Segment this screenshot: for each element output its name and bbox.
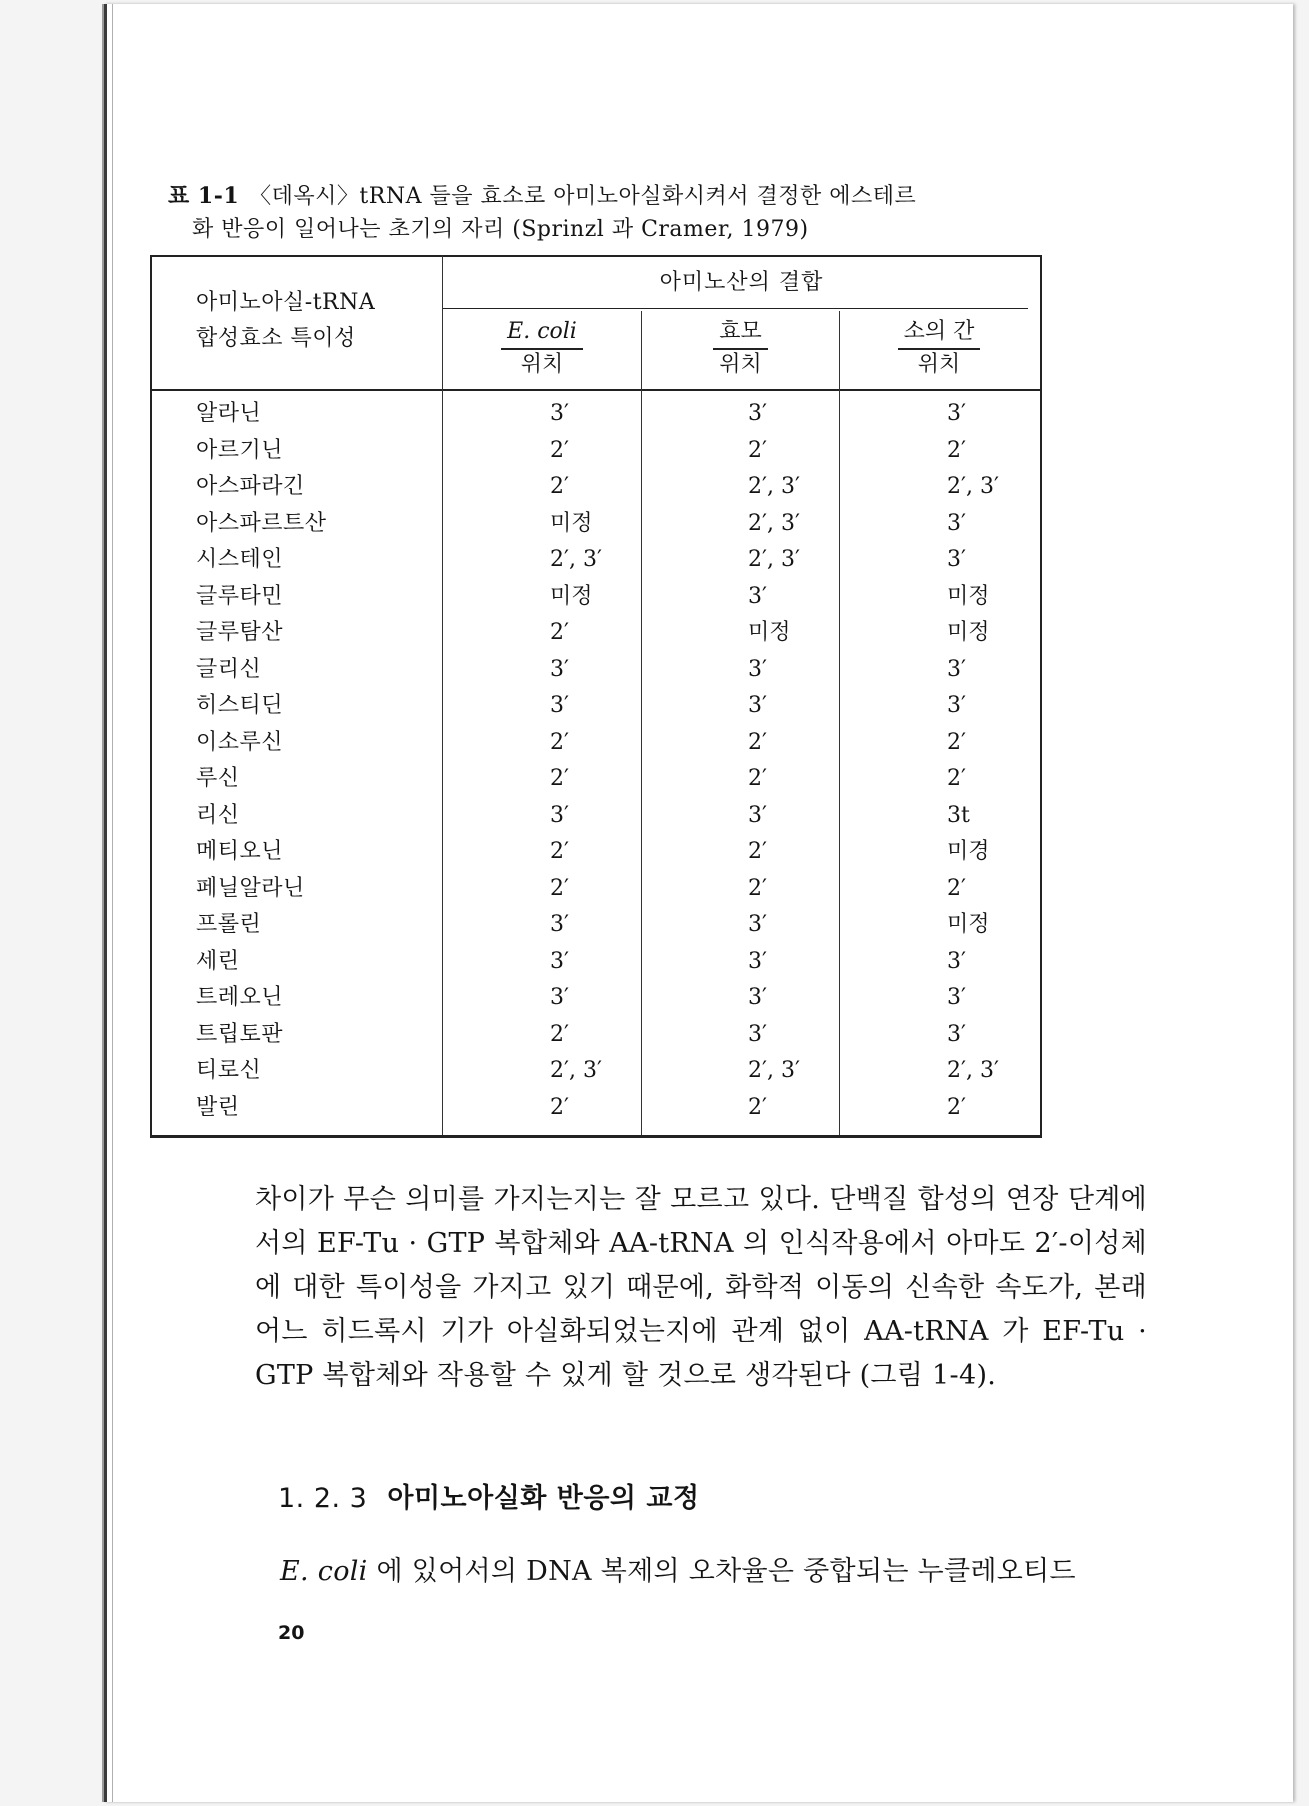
table-row [150,725,1040,762]
cell-yeast: 2′, 3′ [748,1058,800,1083]
table-row [150,798,1040,835]
cell-ecoli: 2′, 3′ [550,547,602,572]
table-body [150,396,1040,1126]
row-name: 발린 [196,1094,240,1120]
row-header-line2: 합성효소 특이성 [196,326,356,351]
cell-bovine-liver: 3′ [947,656,966,682]
table-row [150,1017,1040,1054]
table-row [150,980,1040,1017]
row-name: 메티오닌 [196,839,284,864]
cell-ecoli: 3′ [550,656,569,682]
cell-ecoli: 2′ [550,1094,569,1120]
table-row [150,944,1040,981]
cell-bovine-liver: 미정 [947,620,990,645]
row-name: 글루탐산 [196,620,284,645]
row-name: 아르기닌 [196,437,284,463]
cell-yeast: 2′ [748,766,767,791]
column-position: 위치 [719,352,762,377]
row-name: 프롤린 [196,912,262,937]
row-header-line1: 아미노아실-tRNA [196,290,376,315]
cell-yeast: 3′ [748,985,767,1010]
table-row [150,688,1040,725]
row-name: 글리신 [196,656,262,682]
cell-ecoli: 3′ [550,912,569,937]
body-paragraph-text: 차이가 무슨 의미를 가지는지는 잘 모르고 있다. 단백질 합성의 연장 단계에서의 EF-Tu · GTP 복합체와 AA-tRNA 의 인식작용에서 아마도 2′-이성체에 대한 특이성을 가지고 있기 때문에, 화학적 이동의 신속한 속도가, 본래 어느 히드록시 기가 아실화되었는지에 관계 없이 AA-tRNA 가 EF-Tu · GTP 복합체와 작용할 수 있게 할 것으로 생각된다 (그림 1-4). [255,1184,1147,1391]
row-name: 티로신 [196,1058,262,1083]
group-header: 아미노산의 결합 [659,270,824,295]
cell-ecoli: 2′ [550,766,569,791]
table-row [150,834,1040,871]
cell-ecoli: 2′ [550,839,569,864]
column-species: 소의 간 [898,318,981,350]
body-paragraph [255,1178,1147,1398]
column-position: 위치 [520,352,564,377]
cell-yeast: 2′ [748,729,767,755]
cell-ecoli: 2′ [550,729,569,755]
row-name: 세린 [196,948,240,974]
table-right-rule [1040,255,1042,1138]
row-name: 알라닌 [196,401,262,426]
table-row [150,1053,1040,1090]
column-species: E. coli [501,318,583,350]
table-row [150,761,1040,798]
section-number: 1. 2. 3 [278,1483,368,1514]
cell-yeast: 3′ [748,948,767,974]
row-name: 아스파르트산 [196,510,327,536]
row-name: 루신 [196,766,240,791]
cell-bovine-liver: 2′ [947,729,966,755]
column-header-bovine-liver [840,318,1038,379]
table-caption-line1: 〈데옥시〉tRNA 들을 효소로 아미노아실화시켜서 결정한 에스테르 [249,184,917,209]
cell-bovine-liver: 미정 [947,583,990,609]
cell-ecoli: 미정 [550,583,593,609]
cell-bovine-liver: 2′ [947,875,966,901]
table-top-rule [150,255,1040,257]
row-name: 히스티딘 [196,693,284,718]
table-row [150,396,1040,433]
row-header [196,285,375,357]
cell-yeast: 2′ [748,1094,767,1120]
cell-bovine-liver: 3′ [947,948,966,974]
row-name: 리신 [196,802,240,828]
cell-ecoli: 3′ [550,693,569,718]
cell-bovine-liver: 3′ [947,510,966,536]
row-name: 시스테인 [196,547,284,572]
cell-yeast: 2′, 3′ [748,510,800,536]
cell-ecoli: 3′ [550,985,569,1010]
last-paragraph [280,1550,1148,1594]
table-header-rule [150,389,1042,391]
cell-yeast: 2′, 3′ [748,474,800,499]
table-row [150,871,1040,908]
last-paragraph-italic: E. coli [280,1556,368,1587]
cell-yeast: 2′ [748,875,767,901]
table-row [150,542,1040,579]
row-name: 이소루신 [196,729,284,755]
section-title: 아미노아실화 반응의 교정 [387,1483,700,1514]
cell-yeast: 3′ [748,802,767,828]
table-row [150,615,1040,652]
cell-bovine-liver: 미정 [947,912,990,937]
cell-bovine-liver: 3′ [947,693,966,718]
cell-bovine-liver: 3′ [947,1021,966,1047]
cell-bovine-liver: 2′ [947,1094,966,1120]
cell-yeast: 2′ [748,839,767,864]
table-row [150,579,1040,616]
specificity-table [150,255,1042,1138]
cell-yeast: 3′ [748,912,767,937]
column-header-ecoli [443,318,641,379]
page-binding-edge [112,4,113,1802]
cell-bovine-liver: 미경 [947,839,990,864]
row-name: 트레오닌 [196,985,284,1010]
cell-ecoli: 2′ [550,620,569,645]
cell-bovine-liver: 2′, 3′ [947,474,999,499]
cell-ecoli: 미정 [550,510,593,536]
cell-yeast: 2′ [748,437,767,463]
table-row [150,907,1040,944]
cell-yeast: 2′, 3′ [748,547,800,572]
table-row [150,469,1040,506]
cell-bovine-liver: 2′ [947,766,966,791]
row-name: 트립토판 [196,1021,284,1047]
column-species: 효모 [713,318,768,350]
cell-yeast: 3′ [748,1021,767,1047]
cell-ecoli: 2′ [550,474,569,499]
cell-ecoli: 2′ [550,1021,569,1047]
cell-bovine-liver: 3′ [947,985,966,1010]
cell-ecoli: 2′ [550,437,569,463]
cell-bovine-liver: 3t [947,802,970,828]
cell-bovine-liver: 2′ [947,437,966,463]
row-name: 페닐알라닌 [196,875,305,901]
cell-yeast: 미정 [748,620,791,645]
cell-bovine-liver: 3′ [947,401,966,426]
cell-yeast: 3′ [748,656,767,682]
cell-ecoli: 2′ [550,875,569,901]
cell-yeast: 3′ [748,583,767,609]
last-paragraph-text: 에 있어서의 DNA 복제의 오차율은 중합되는 누클레오티드 [367,1556,1076,1587]
column-position: 위치 [917,352,961,377]
row-name: 글루타민 [196,583,284,609]
table-row [150,1090,1040,1127]
cell-ecoli: 3′ [550,948,569,974]
table-row [150,652,1040,689]
table-row [150,433,1040,470]
cell-yeast: 3′ [748,401,767,426]
cell-yeast: 3′ [748,693,767,718]
column-header-yeast [642,318,839,379]
page-number: 20 [278,1622,305,1644]
cell-bovine-liver: 3′ [947,547,966,572]
cell-bovine-liver: 2′, 3′ [947,1058,999,1083]
table-caption-label: 표 1-1 [168,183,240,209]
cell-ecoli: 2′, 3′ [550,1058,602,1083]
table-bottom-rule [150,1135,1042,1138]
table-row [150,506,1040,543]
table-caption [168,180,1128,246]
cell-ecoli: 3′ [550,401,569,426]
table-group-rule [443,308,1028,309]
section-heading [278,1476,700,1515]
table-caption-line2: 화 반응이 일어나는 초기의 자리 (Sprinzl 과 Cramer, 1979) [192,217,809,242]
cell-ecoli: 3′ [550,802,569,828]
row-name: 아스파라긴 [196,474,305,499]
